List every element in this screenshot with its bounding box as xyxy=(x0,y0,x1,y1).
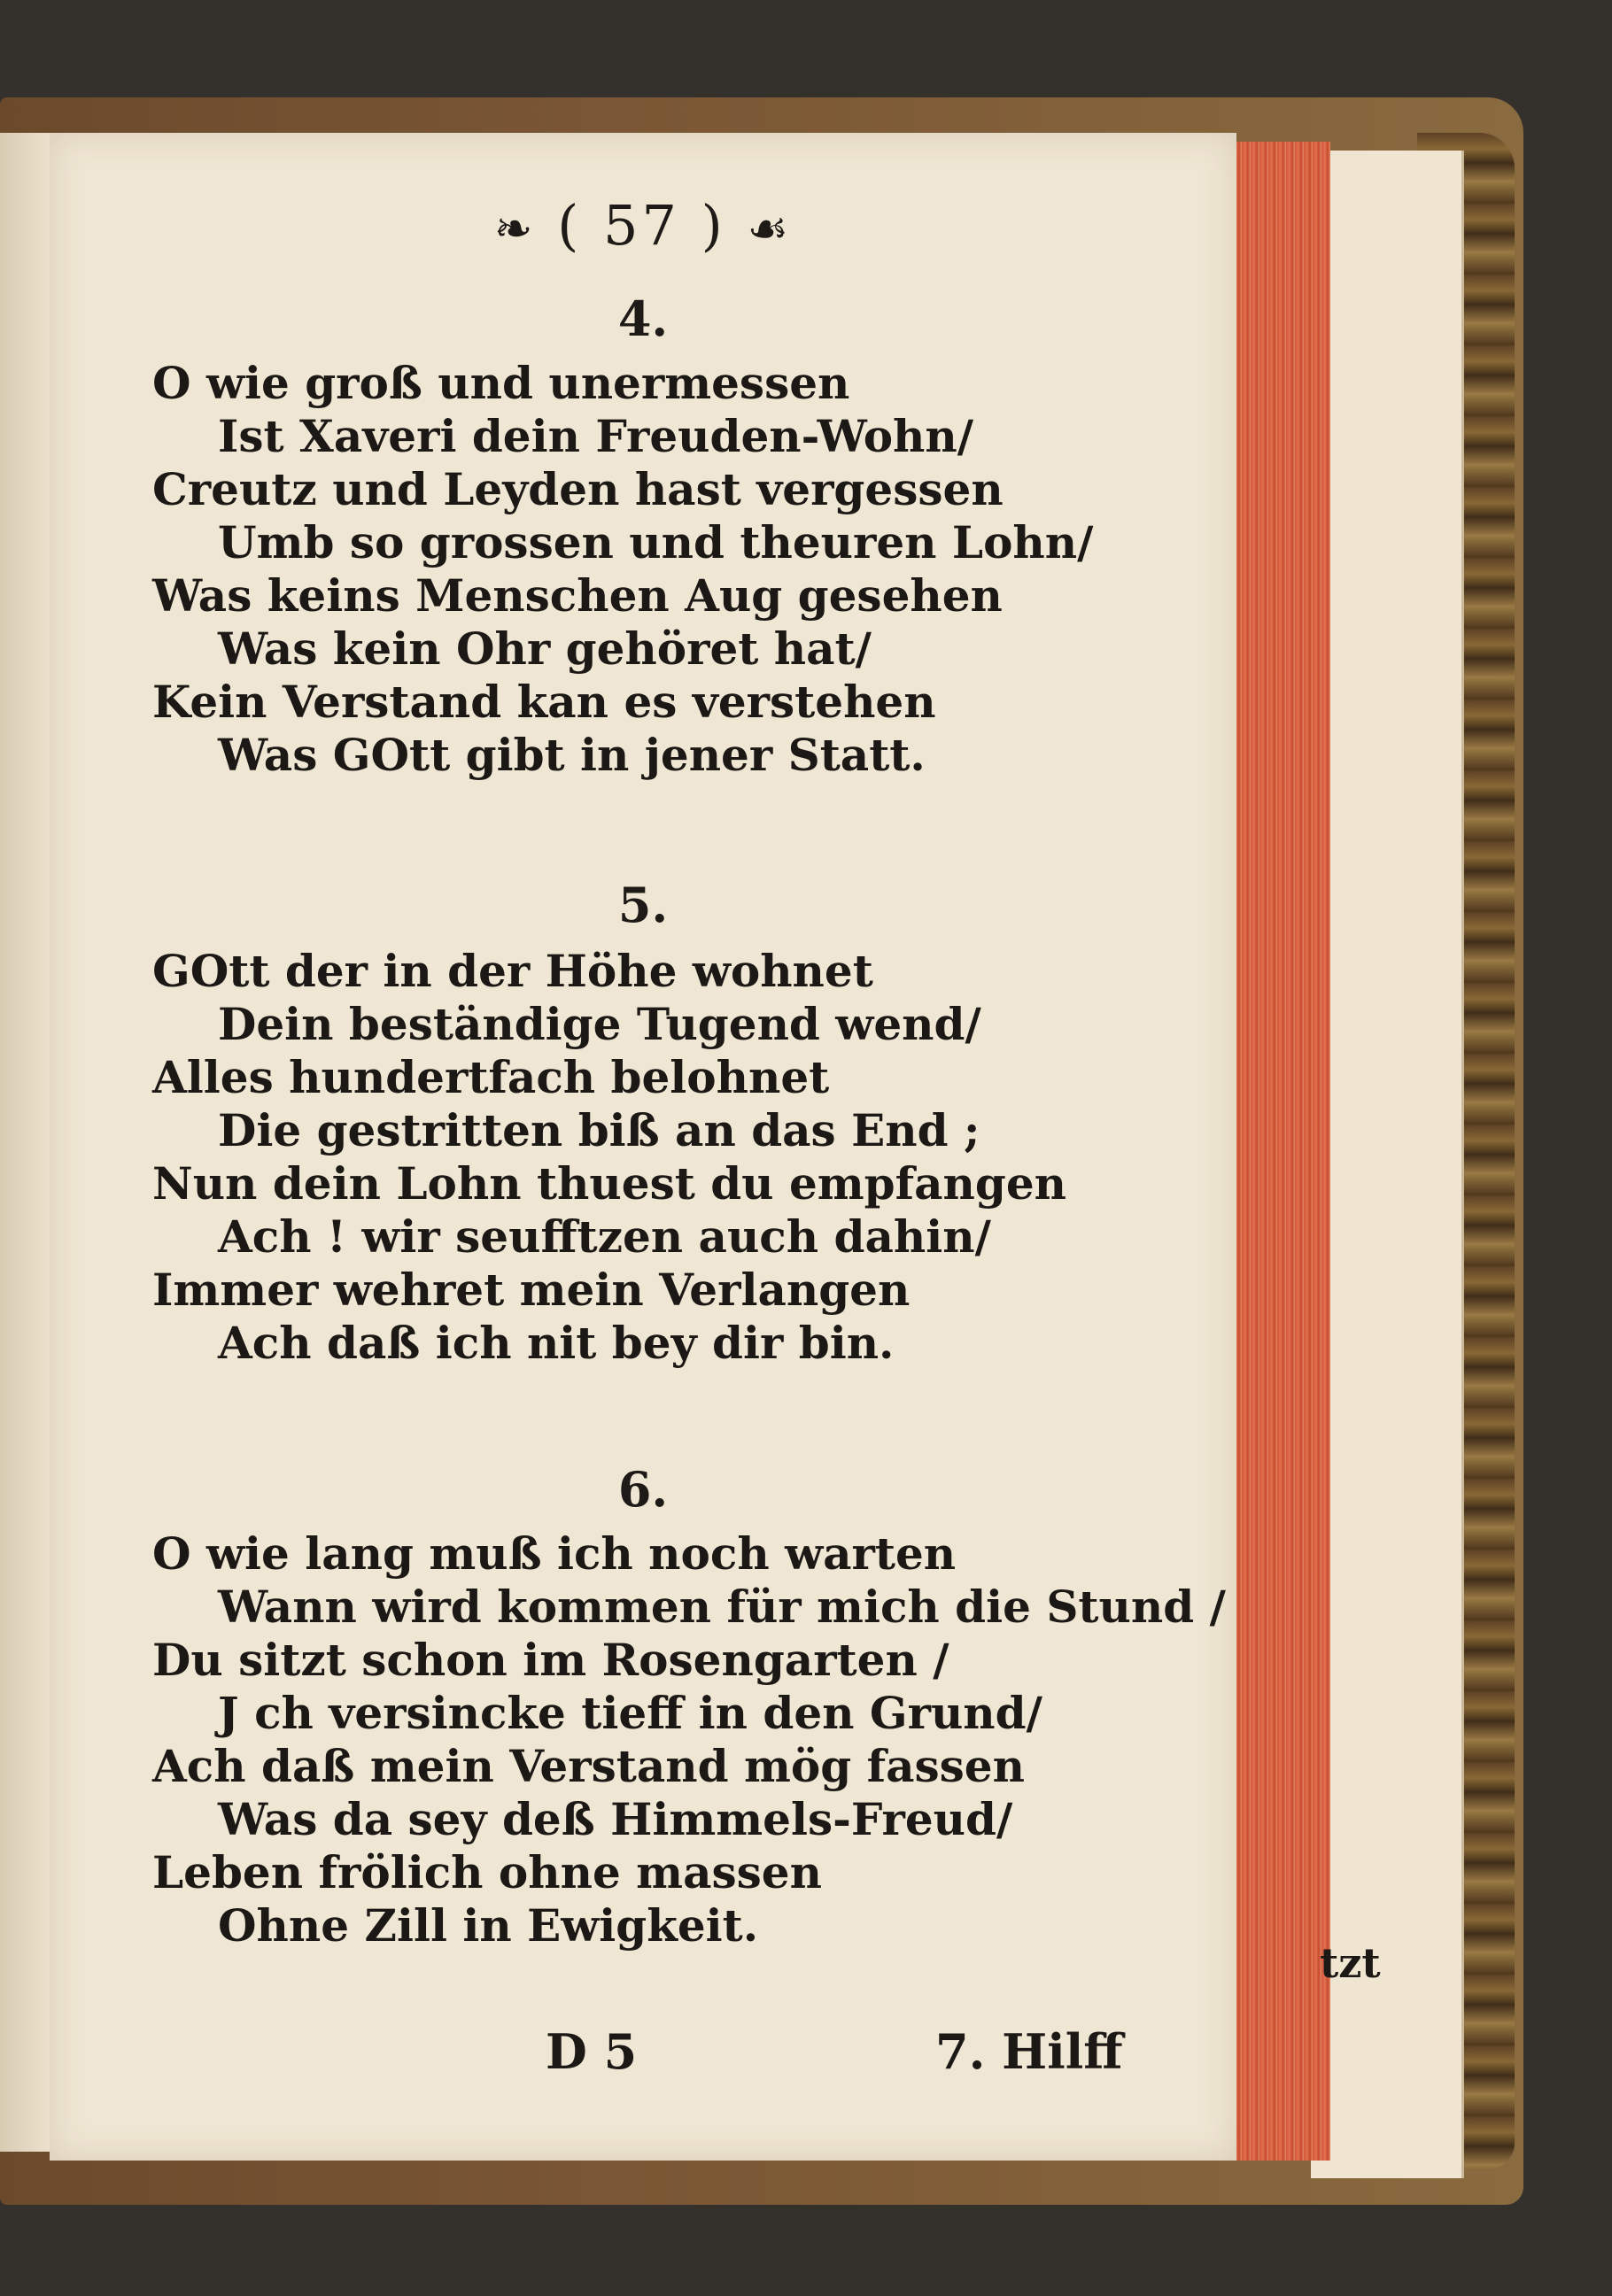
verse-line: Immer wehret mein Verlangen xyxy=(152,1264,911,1316)
page-number: ( 57 ) xyxy=(557,193,726,258)
verse-line: Creutz und Leyden hast vergessen xyxy=(152,463,1004,515)
stanza-number: 6. xyxy=(617,1461,669,1518)
verse-line: Was GOtt gibt in jener Statt. xyxy=(218,729,926,781)
ornament-right-icon: ☙ xyxy=(747,203,793,256)
catchword: 7. Hilff xyxy=(935,2023,1123,2080)
next-page xyxy=(1311,151,1464,2178)
verse-line: Die gestritten biß an das End ; xyxy=(218,1104,980,1156)
verse-line: Umb so grossen und theuren Lohn/ xyxy=(218,516,1094,568)
verse-line: Ohne Zill in Ewigkeit. xyxy=(218,1899,759,1952)
verse-line: Nun dein Lohn thuest du empfangen xyxy=(152,1157,1067,1210)
verse-line: Ach ! wir seufftzen auch dahin/ xyxy=(218,1210,991,1263)
stanza-number: 5. xyxy=(617,877,669,933)
verse-line: J ch versincke tieff in den Grund/ xyxy=(218,1687,1042,1739)
ornament-left-icon: ❧ xyxy=(493,203,537,256)
page-header xyxy=(50,193,1236,258)
stanza-number: 4. xyxy=(617,290,669,347)
verse-line: Alles hundertfach belohnet xyxy=(152,1051,830,1103)
verse-line: Wann wird kommen für mich die Stund / xyxy=(218,1581,1226,1633)
verse-line: Kein Verstand kan es verstehen xyxy=(152,676,936,728)
verse-line: Du sitzt schon im Rosengarten / xyxy=(152,1634,949,1686)
verse-line: Was keins Menschen Aug gesehen xyxy=(152,569,1003,622)
verse-line: O wie lang muß ich noch warten xyxy=(152,1527,957,1580)
page-edges xyxy=(1233,142,1330,2161)
verse-line: Dein beständige Tugend wend/ xyxy=(218,998,981,1050)
next-page-text-fragment: tzt xyxy=(1320,1939,1381,1987)
verse-line: O wie groß und unermessen xyxy=(152,357,850,409)
book-page xyxy=(50,133,1236,2161)
signature-mark: D 5 xyxy=(546,2023,638,2080)
left-page-edge xyxy=(0,133,57,2152)
verse-line: Was da sey deß Himmels-Freud/ xyxy=(218,1793,1013,1845)
verse-line: Was kein Ohr gehöret hat/ xyxy=(218,622,872,675)
verse-line: Ach daß ich nit bey dir bin. xyxy=(218,1317,895,1369)
verse-line: Ist Xaveri dein Freuden-Wohn/ xyxy=(218,410,974,462)
verse-line: GOtt der in der Höhe wohnet xyxy=(152,945,873,997)
verse-line: Ach daß mein Verstand mög fassen xyxy=(152,1740,1025,1792)
verse-line: Leben frölich ohne massen xyxy=(152,1846,822,1898)
